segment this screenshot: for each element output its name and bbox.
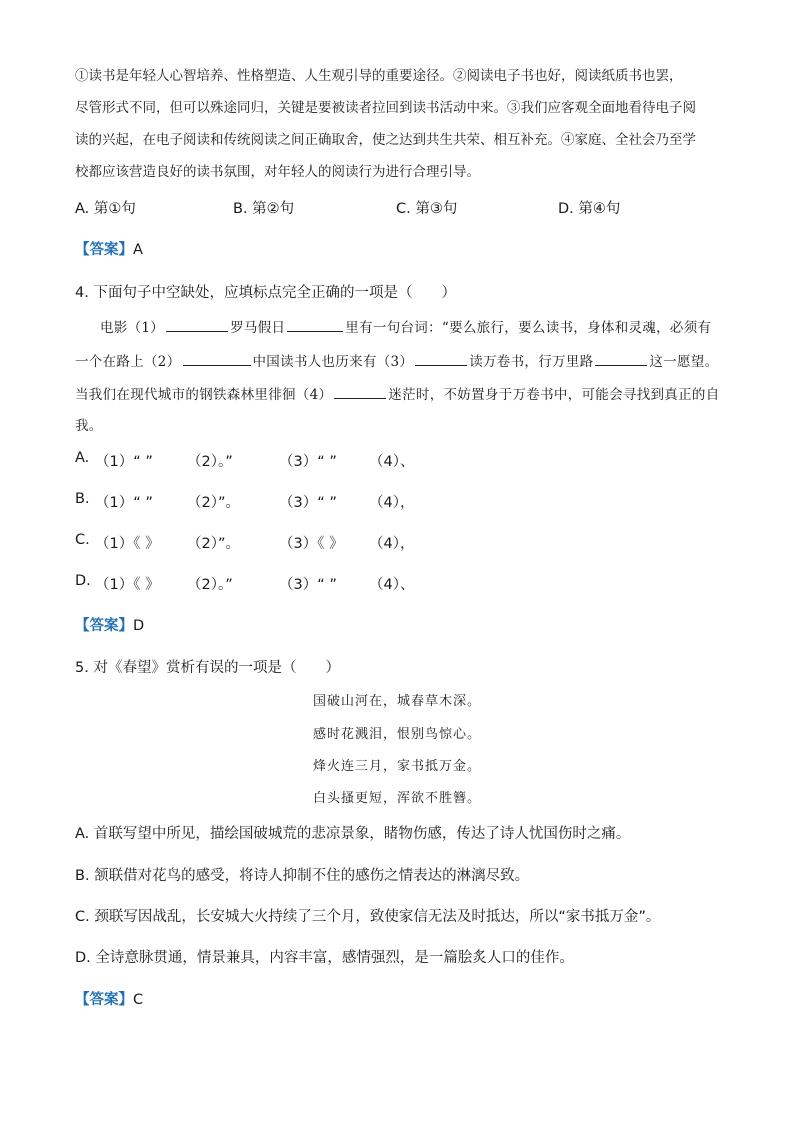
q5-stem: 5. 对《春望》赏析有误的一项是（ ） bbox=[75, 660, 340, 676]
option-label: C. bbox=[75, 532, 90, 548]
answer-tag: 【答案】 bbox=[75, 992, 133, 1008]
q5-option-b: B. 颔联借对花鸟的感受，将诗人抑制不住的感伤之情表达的淋漓尽致。 bbox=[75, 868, 530, 884]
q4-text: 读万卷书，行万里路 bbox=[469, 354, 594, 370]
blank-4 bbox=[334, 386, 386, 399]
option-part: （3）“ ” bbox=[279, 495, 337, 511]
option-part: （2）。” bbox=[187, 577, 233, 593]
q4-option-b bbox=[75, 491, 415, 511]
q4-stem: 4. 下面句子中空缺处，应填标点完全正确的一项是（ ） bbox=[75, 285, 456, 301]
option-part: （1）《 》 bbox=[95, 536, 160, 552]
option-part: （3）“ ” bbox=[279, 577, 337, 593]
passage-line: 校都应该营造良好的读书氛围，对年轻人的阅读行为进行合理引导。 bbox=[75, 164, 480, 180]
poem-line-2: 感时花溅泪，恨别鸟惊心。 bbox=[312, 727, 481, 742]
answer-value: D bbox=[133, 618, 145, 634]
option-part: （4）、 bbox=[369, 454, 415, 470]
answer-value: C bbox=[133, 992, 144, 1008]
blank-3b bbox=[595, 353, 647, 366]
passage-line: 读的兴起，在电子阅读和传统阅读之间正确取舍，使之达到共生共荣、相互补充。④家庭、全社会乃至学 bbox=[75, 132, 696, 148]
answer-tag: 【答案】 bbox=[75, 242, 133, 258]
q4-line-4: 我。 bbox=[75, 418, 103, 434]
option-part: （2）。” bbox=[187, 454, 233, 470]
q4-answer bbox=[75, 614, 144, 635]
option-part: （1）《 》 bbox=[95, 577, 160, 593]
q4-text: 电影（1） bbox=[100, 320, 165, 336]
q4-line-1 bbox=[100, 316, 711, 336]
poem-line-1: 国破山河在，城春草木深。 bbox=[312, 694, 481, 709]
passage-line: 尽管形式不同，但可以殊途同归，关键是要被读者拉回到读书活动中来。③我们应客观全面地看待电子阅 bbox=[75, 100, 696, 116]
q5-option-d: D. 全诗意脉贯通，情景兼具，内容丰富，感情强烈，是一篇脍炙人口的佳作。 bbox=[75, 950, 574, 966]
option-label: D. bbox=[75, 573, 91, 589]
q4-text: 这一愿望。 bbox=[649, 354, 719, 370]
blank-2 bbox=[183, 353, 251, 366]
q4-option-a bbox=[75, 450, 415, 470]
poem-line-4: 白头搔更短，浑欲不胜簪。 bbox=[312, 791, 481, 806]
poem-line-3: 烽火连三月，家书抵万金。 bbox=[312, 759, 481, 774]
option-part: （4）、 bbox=[369, 577, 415, 593]
option-part: （1）“ ” bbox=[95, 454, 153, 470]
option-part: （4）， bbox=[369, 495, 415, 511]
option-part: （3）“ ” bbox=[279, 454, 337, 470]
q4-line-3 bbox=[75, 383, 720, 403]
option-part: （1）“ ” bbox=[95, 495, 153, 511]
blank-3 bbox=[415, 353, 467, 366]
q4-option-c bbox=[75, 532, 415, 552]
q5-answer bbox=[75, 988, 143, 1009]
q4-text: 当我们在现代城市的钢铁森林里徘徊（4） bbox=[75, 387, 333, 403]
blank-1b bbox=[287, 319, 343, 332]
option-label: A. bbox=[75, 450, 90, 466]
answer-tag: 【答案】 bbox=[75, 618, 133, 634]
q4-option-d bbox=[75, 573, 415, 593]
option-part: （4）， bbox=[369, 536, 415, 552]
option-part: （3）《 》 bbox=[279, 536, 344, 552]
q4-text: 罗马假日 bbox=[230, 320, 286, 336]
answer-value: A bbox=[133, 242, 143, 258]
q4-text: 中国读书人也历来有（3） bbox=[252, 354, 414, 370]
q4-text: 迷茫时，不妨置身于万卷书中，可能会寻找到真正的自 bbox=[388, 387, 720, 403]
option-part: （2）”。 bbox=[187, 495, 240, 511]
question3-passage bbox=[75, 60, 725, 188]
q4-text: 一个在路上（2） bbox=[75, 354, 181, 370]
q3-option-c: C. 第③句 bbox=[396, 201, 458, 217]
option-label: B. bbox=[75, 491, 90, 507]
option-part: （2）”。 bbox=[187, 536, 240, 552]
q3-answer bbox=[75, 238, 143, 259]
blank-1 bbox=[166, 319, 228, 332]
q3-option-b: B. 第②句 bbox=[233, 201, 295, 217]
q4-text: 里有一句台词：“要么旅行，要么读书，身体和灵魂，必须有 bbox=[345, 320, 712, 336]
passage-line: ①读书是年轻人心智培养、性格塑造、人生观引导的重要途径。②阅读电子书也好，阅读纸质书也罢， bbox=[75, 68, 683, 84]
q5-option-a: A. 首联写望中所见，描绘国破城荒的悲凉景象，睹物伤感，传达了诗人忧国伤时之痛。 bbox=[75, 826, 631, 842]
q3-option-a: A. 第①句 bbox=[75, 201, 136, 217]
q3-option-d: D. 第④句 bbox=[558, 201, 621, 217]
q4-line-2 bbox=[75, 350, 718, 370]
q5-option-c: C. 颈联写因战乱，长安城大火持续了三个月，致使家信无法及时抵达，所以“家书抵万金”。 bbox=[75, 909, 661, 925]
